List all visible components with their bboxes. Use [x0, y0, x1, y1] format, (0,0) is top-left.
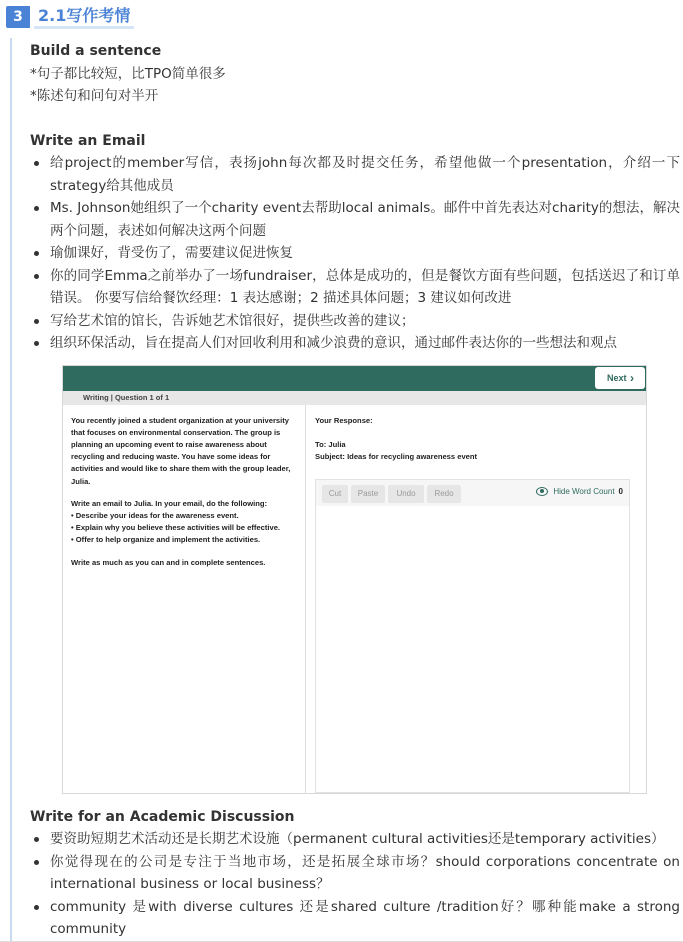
- undo-button[interactable]: Undo: [388, 485, 424, 503]
- prompt-paragraph: Write as much as you can and in complete sentences.: [71, 557, 266, 567]
- prompt-paragraph: You recently joined a student organization at your university that focuses on environmental conservation. The group is planning an upcoming event to raise awareness about recycling and reducing waste. You have some ideas for activities and would like to share them with the group leader, Julia.: [71, 415, 291, 486]
- list-item: 要资助短期艺术活动还是长期艺术设施（permanent cultural activities还是temporary activities）: [30, 828, 680, 851]
- response-editor[interactable]: [315, 479, 630, 793]
- list-item: Ms. Johnson她组织了一个charity event去帮助local animals。邮件中首先表达对charity的想法，解决两个问题，表述如何解决这两个问题: [30, 197, 680, 242]
- editor-toolbar: [316, 480, 629, 506]
- title-underline: [34, 26, 134, 29]
- redo-button[interactable]: Redo: [427, 485, 461, 503]
- eye-icon: [536, 487, 548, 496]
- section-number-badge: 3: [6, 6, 30, 28]
- email-heading: Write an Email: [30, 132, 146, 149]
- word-count-label: Hide Word Count: [553, 486, 615, 496]
- list-item: 瑜伽课好，背受伤了，需要建议促进恢复: [30, 242, 680, 265]
- subject-line: Subject: Ideas for recycling awareness event: [315, 451, 478, 461]
- next-button[interactable]: [595, 367, 645, 389]
- email-topic-list: [30, 152, 680, 355]
- cut-button[interactable]: Cut: [322, 485, 348, 503]
- list-item: 写给艺术馆的馆长，告诉她艺术馆很好，提供些改善的建议；: [30, 310, 680, 333]
- discussion-heading: Write for an Academic Discussion: [30, 808, 295, 825]
- list-item: community 是with diverse cultures 还是shared culture /tradition好？哪种能make a strong community: [30, 896, 680, 941]
- paste-button[interactable]: Paste: [351, 485, 385, 503]
- prompt-paragraph: Write an email to Julia. In your email, do the following: • Describe your ideas for the awareness event. • Explain why you believe these activities will be effective. • Offer to help organize and implement the activities.: [71, 498, 281, 545]
- next-label: Next: [607, 372, 627, 383]
- build-note: *句子都比较短，比TPO简单很多: [30, 65, 226, 82]
- prompt-panel: [63, 405, 306, 793]
- section-title: 2.1写作考情: [38, 6, 131, 25]
- list-item: 你觉得现在的公司是专注于当地市场，还是拓展全球市场？should corporations concentrate on international business or local business？: [30, 851, 680, 896]
- section-header: [0, 0, 683, 36]
- discussion-topic-list: [30, 828, 680, 941]
- exam-screenshot: [62, 365, 647, 794]
- list-item: 你的同学Emma之前举办了一场fundraiser，总体是成功的，但是餐饮方面有些问题，包括送迟了和订单错误。 你要写信给餐饮经理：1 表达感谢；2 描述具体问题；3 建议如何改进: [30, 265, 680, 310]
- response-label: Your Response:: [315, 415, 373, 425]
- word-count-toggle[interactable]: [536, 486, 623, 498]
- chevron-right-icon: ›: [630, 370, 634, 385]
- section-content: [30, 40, 680, 941]
- list-item: 组织环保活动，旨在提高人们对回收利用和减少浪费的意识，通过邮件表达你的一些想法和观点: [30, 332, 680, 355]
- word-count-value: 0: [618, 486, 623, 496]
- exam-top-bar: [63, 366, 646, 391]
- list-item: 给project的member写信，表扬john每次都及时提交任务，希望他做一个presentation，介绍一下strategy给其他成员: [30, 152, 680, 197]
- section-left-rule: [10, 38, 12, 942]
- to-line: To: Julia: [315, 439, 346, 449]
- build-note: *陈述句和问句对半开: [30, 88, 159, 104]
- build-heading: Build a sentence: [30, 43, 162, 59]
- question-bar: Writing | Question 1 of 1: [63, 391, 646, 405]
- response-panel: [307, 405, 646, 793]
